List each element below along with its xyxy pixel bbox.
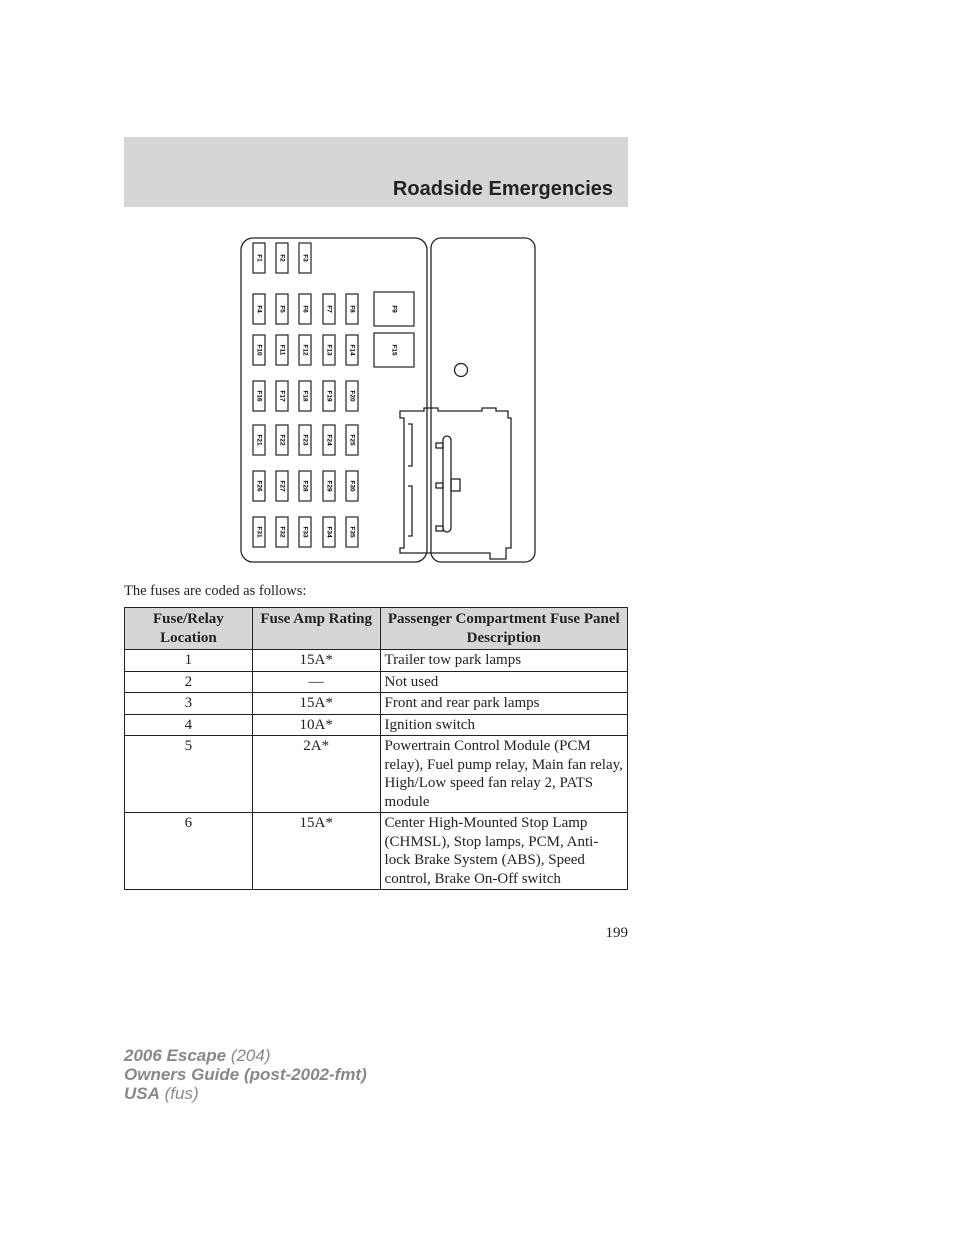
fuse-label: F6 [301,305,309,313]
fuse-f26 [253,471,265,501]
mounting-hole [455,364,468,377]
fuse-f16 [253,381,265,411]
table-row [125,813,628,890]
fuse-label: F14 [348,344,356,356]
cell-location: 5 [125,736,253,813]
fuse-f15 [374,333,414,367]
fuse-f10 [253,335,265,365]
cell-description: Center High-Mounted Stop Lamp (CHMSL), Stop lamps, PCM, Anti-lock Brake System (ABS), Speed control, Brake On-Off switch [380,813,627,890]
fuse-f31 [253,517,265,547]
cell-location: 2 [125,671,253,693]
fuse-f3 [299,243,311,273]
fuse-f24 [323,425,335,455]
footer-market: USA [124,1084,160,1103]
fuse-f12 [299,335,311,365]
cell-amp-rating: 15A* [252,650,380,672]
fuse-label: F20 [348,390,356,402]
column-header-amp-rating: Fuse Amp Rating [252,608,380,650]
fuse-f18 [299,381,311,411]
fuse-label: F1 [255,254,263,262]
cell-amp-rating: 15A* [252,813,380,890]
fuse-f34 [323,517,335,547]
fuse-label: F18 [301,390,309,402]
fuse-f6 [299,294,311,324]
cell-amp-rating: 15A* [252,693,380,715]
fuse-label: F28 [301,480,309,492]
fuse-label: F13 [325,344,333,356]
cell-location: 3 [125,693,253,715]
fuse-label: F16 [255,390,263,402]
intro-text: The fuses are coded as follows: [124,583,307,599]
fuse-label: F4 [255,305,263,313]
fuse-label: F23 [301,434,309,446]
fuse-label: F12 [301,344,309,356]
cell-location: 1 [125,650,253,672]
fuse-f14 [346,335,358,365]
relay-panel-outline [431,238,535,562]
fuse-f13 [323,335,335,365]
fuse-label: F11 [278,344,286,356]
cell-amp-rating: 2A* [252,736,380,813]
page-number: 199 [605,925,628,941]
fuse-label: F21 [255,434,263,446]
fuse-label: F3 [301,254,309,262]
table-row [125,671,628,693]
cell-amp-rating: 10A* [252,714,380,736]
fuse-f8 [346,294,358,324]
footer-model: 2006 Escape [124,1046,227,1065]
table-header-row [125,608,628,650]
footer-model-code: (204) [226,1046,271,1065]
fuse-f25 [346,425,358,455]
relay-connector [400,408,511,559]
table-row [125,714,628,736]
fuse-f9 [374,292,414,326]
fuse-label: F7 [325,305,333,313]
fuse-f20 [346,381,358,411]
cell-amp-rating: — [252,671,380,693]
column-header-location: Fuse/Relay Location [125,608,253,650]
fuse-label: F30 [348,480,356,492]
section-title: Roadside Emergencies [392,178,613,200]
fuse-f21 [253,425,265,455]
fuse-f30 [346,471,358,501]
fuse-label: F15 [390,344,398,356]
fuse-f22 [276,425,288,455]
fuse-panel-diagram [238,236,538,566]
cell-description: Powertrain Control Module (PCM relay), Fuel pump relay, Main fan relay, High/Low speed fan relay 2, PATS module [380,736,627,813]
cell-description: Front and rear park lamps [380,693,627,715]
fuse-f2 [276,243,288,273]
fuse-table [124,607,628,890]
footer-guide: Owners Guide (post-2002-fmt) [124,1065,367,1084]
fuse-f1 [253,243,265,273]
fuse-label: F25 [348,434,356,446]
fuse-f33 [299,517,311,547]
fuse-f17 [276,381,288,411]
fuse-f19 [323,381,335,411]
fuse-label: F27 [278,480,286,492]
fuse-label: F10 [255,344,263,356]
fuse-label: F17 [278,390,286,402]
fuse-label: F26 [255,480,263,492]
fuse-f4 [253,294,265,324]
table-row [125,693,628,715]
footer-market-code: (fus) [159,1084,199,1103]
fuse-f28 [299,471,311,501]
cell-description: Not used [380,671,627,693]
fuse-label: F22 [278,434,286,446]
table-row [125,736,628,813]
cell-description: Trailer tow park lamps [380,650,627,672]
fuse-label: F9 [390,305,398,313]
fuse-label: F19 [325,390,333,402]
table-row [125,650,628,672]
fuse-label: F2 [278,254,286,262]
fuse-label: F31 [255,526,263,538]
fuse-label: F35 [348,526,356,538]
fuse-f32 [276,517,288,547]
fuse-f27 [276,471,288,501]
fuse-f11 [276,335,288,365]
fuse-label: F32 [278,526,286,538]
header-band [124,137,628,207]
fuse-label: F8 [348,305,356,313]
document-footer [124,1046,367,1103]
fuse-f5 [276,294,288,324]
fuse-label: F24 [325,434,333,446]
fuse-f35 [346,517,358,547]
cell-location: 4 [125,714,253,736]
fuse-label: F29 [325,480,333,492]
column-header-description: Passenger Compartment Fuse Panel Description [380,608,627,650]
fuse-label: F34 [325,526,333,538]
fuse-f29 [323,471,335,501]
cell-description: Ignition switch [380,714,627,736]
fuse-f7 [323,294,335,324]
fuse-label: F33 [301,526,309,538]
cell-location: 6 [125,813,253,890]
fuse-label: F5 [278,305,286,313]
fuse-f23 [299,425,311,455]
